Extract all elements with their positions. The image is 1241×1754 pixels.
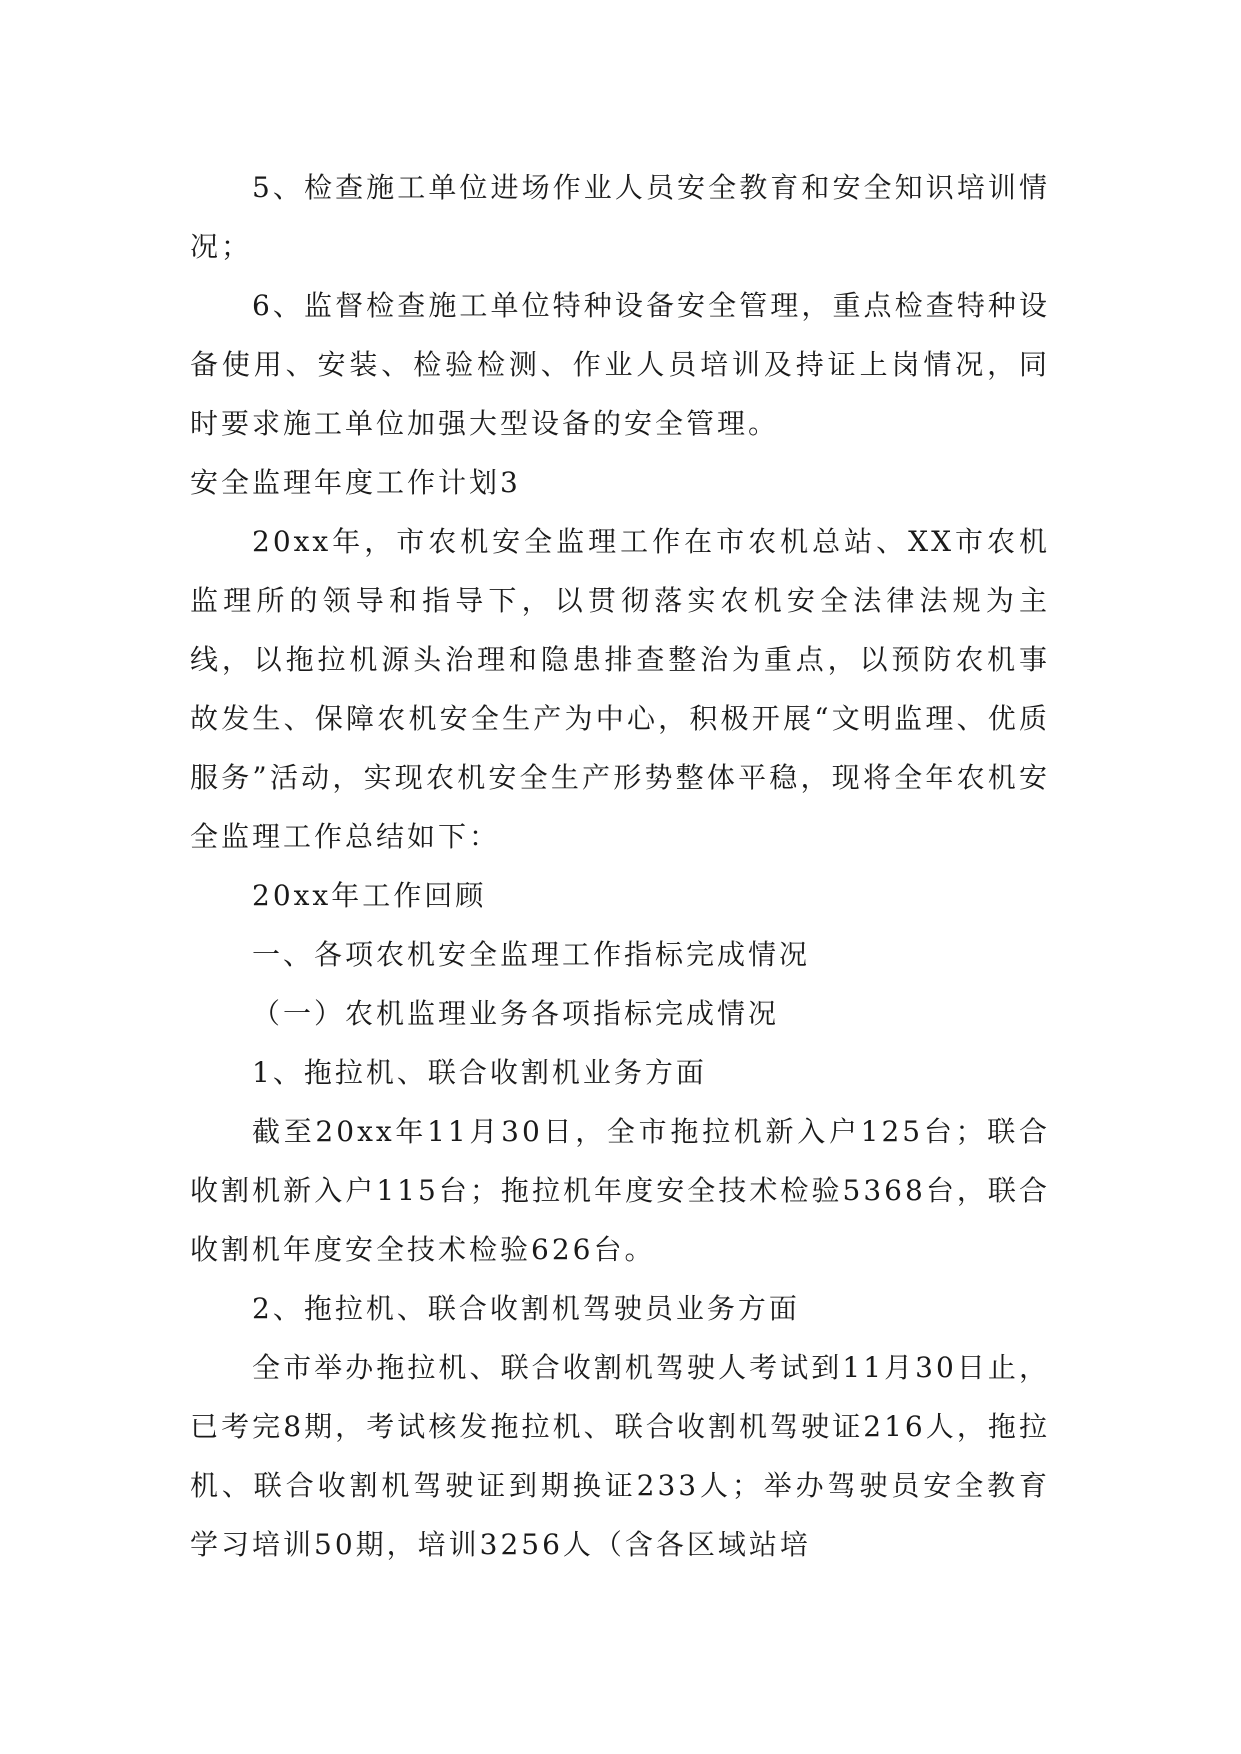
document-body [190,158,1050,1574]
review-heading: 20xx年工作回顾 [252,879,487,912]
paragraph-item-6: 6、监督检查施工单位特种设备安全管理，重点检查特种设备使用、安装、检验检测、作业人员培训及持证上岗情况，同时要求施工单位加强大型设备的安全管理。 [190,289,1050,440]
paragraph-item-5: 5、检查施工单位进场作业人员安全教育和安全知识培训情况； [190,171,1050,263]
item-heading-1: 1、拖拉机、联合收割机业务方面 [252,1056,707,1089]
intro-paragraph: 20xx年，市农机安全监理工作在市农机总站、XX市农机监理所的领导和指导下，以贯彻落实农机安全法律法规为主线，以拖拉机源头治理和隐患排查整治为重点，以预防农机事故发生、保障农机安全生产为中心，积极开展“文明监理、优质服务”活动，实现农机安全生产形势整体平稳，现将全年农机安全监理工作总结如下： [190,525,1050,853]
subheading-1-1: （一）农机监理业务各项指标完成情况 [252,997,780,1030]
item-heading-2: 2、拖拉机、联合收割机驾驶员业务方面 [252,1292,800,1325]
subheading-1: 一、各项农机安全监理工作指标完成情况 [252,938,811,971]
item-paragraph-1: 截至20xx年11月30日，全市拖拉机新入户125台；联合收割机新入户115台；拖拉机年度安全技术检验5368台，联合收割机年度安全技术检验626台。 [190,1115,1050,1266]
item-paragraph-2: 全市举办拖拉机、联合收割机驾驶人考试到11月30日止，已考完8期，考试核发拖拉机、联合收割机驾驶证216人，拖拉机、联合收割机驾驶证到期换证233人；举办驾驶员安全教育学习培训50期，培训3256人（含各区域站培 [190,1351,1050,1561]
section-title: 安全监理年度工作计划3 [190,466,521,499]
